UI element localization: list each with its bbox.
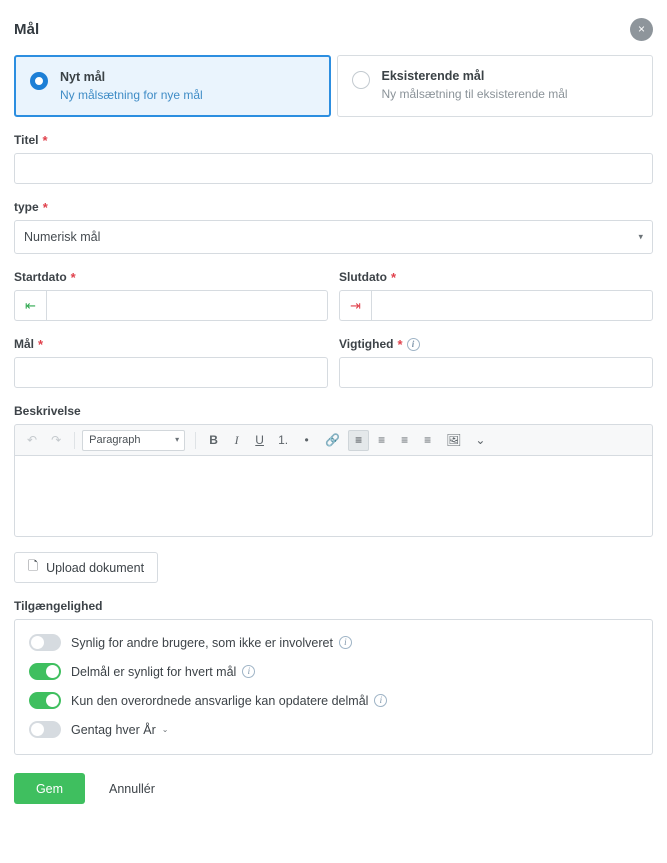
radio-icon-new-goal[interactable] [30, 72, 48, 90]
undo-icon[interactable]: ↶ [21, 430, 43, 451]
divider [74, 432, 75, 449]
label-title: Titel [14, 133, 39, 147]
align-right-icon[interactable]: ≡ [394, 430, 415, 451]
modal-footer [14, 773, 653, 804]
radio-label-new-goal: Nyt mål [60, 70, 106, 84]
label-type: type [14, 200, 39, 214]
importance-input[interactable] [339, 357, 653, 388]
toggle-repeat[interactable] [29, 721, 61, 738]
toggle-row-repeat [15, 715, 652, 744]
required-marker: * [42, 132, 48, 148]
toggle-label-visible-to-others: Synlig for andre brugere, som ikke er involveret [71, 635, 333, 650]
align-left-icon[interactable]: ≡ [348, 430, 369, 451]
label-importance: Vigtighed [339, 337, 394, 351]
field-description [14, 404, 653, 537]
label-end-date: Slutdato [339, 270, 387, 284]
accessibility-section-label: Tilgængelighed [14, 599, 103, 613]
chevron-down-icon[interactable]: ⌄ [469, 430, 491, 451]
required-marker: * [42, 199, 48, 215]
required-marker: * [397, 336, 403, 352]
cancel-button[interactable]: Annullér [103, 781, 161, 797]
italic-icon[interactable]: I [226, 430, 247, 451]
toggle-label-only-owner-updates: Kun den overordnede ansvarlige kan opdatere delmål [71, 693, 369, 708]
field-importance [339, 337, 653, 388]
image-icon[interactable]: 🖼 [440, 430, 467, 451]
ordered-list-icon[interactable]: 1. [272, 430, 294, 451]
chevron-down-icon[interactable]: ⌄ [161, 725, 169, 734]
arrow-start-icon: ⇤ [14, 290, 46, 321]
field-goal [14, 337, 328, 388]
redo-icon[interactable]: ↷ [45, 430, 67, 451]
close-icon[interactable]: × [630, 18, 653, 41]
goal-input[interactable] [14, 357, 328, 388]
info-icon[interactable]: i [242, 665, 255, 678]
field-type [14, 200, 653, 254]
toggle-label-subgoal-visible: Delmål er synligt for hvert mål [71, 664, 237, 679]
radio-card-existing-goal[interactable] [337, 55, 653, 117]
date-row [14, 270, 653, 321]
radio-icon-existing-goal[interactable] [352, 71, 370, 89]
toggle-row-subgoal-visible [15, 657, 652, 686]
link-icon[interactable]: 🔗 [319, 430, 346, 451]
type-select[interactable] [14, 220, 653, 254]
start-date-input[interactable] [46, 290, 328, 321]
document-icon: 🗋 [28, 559, 39, 573]
toggle-row-visible-to-others [15, 628, 652, 657]
label-description: Beskrivelse [14, 404, 81, 418]
required-marker: * [391, 269, 397, 285]
accessibility-panel [14, 619, 653, 755]
chevron-down-icon: ▾ [175, 434, 180, 444]
underline-icon[interactable]: U [249, 430, 270, 451]
label-goal: Mål [14, 337, 35, 351]
bold-icon[interactable]: B [203, 430, 224, 451]
toggle-row-only-owner-updates [15, 686, 652, 715]
paragraph-style-select[interactable] [82, 430, 185, 451]
save-button[interactable]: Gem [14, 773, 85, 804]
field-title [14, 133, 653, 184]
align-justify-icon[interactable]: ≡ [417, 430, 438, 451]
toggle-label-repeat: Gentag hver År [71, 722, 156, 737]
radio-label-existing-goal: Eksisterende mål [381, 69, 485, 83]
required-marker: * [70, 269, 76, 285]
toggle-only-owner-updates[interactable] [29, 692, 61, 709]
info-icon[interactable]: i [407, 338, 420, 351]
editor-toolbar [14, 424, 653, 455]
align-center-icon[interactable]: ≡ [371, 430, 392, 451]
field-end-date [339, 270, 653, 321]
radio-sublabel-existing-goal: Ny målsætning til eksisterende mål [381, 87, 568, 101]
divider [195, 432, 196, 449]
field-start-date [14, 270, 328, 321]
radio-card-new-goal[interactable] [14, 55, 331, 117]
radio-sublabel-new-goal: Ny målsætning for nye mål [60, 88, 203, 102]
required-marker: * [38, 336, 44, 352]
info-icon[interactable]: i [339, 636, 352, 649]
end-date-input[interactable] [371, 290, 653, 321]
modal-header [0, 0, 667, 44]
upload-document-label: Upload dokument [46, 560, 145, 575]
arrow-end-icon: ⇥ [339, 290, 371, 321]
title-input[interactable] [14, 153, 653, 184]
description-editor[interactable] [14, 455, 653, 537]
goal-type-selector [14, 55, 653, 117]
info-icon[interactable]: i [374, 694, 387, 707]
toggle-visible-to-others[interactable] [29, 634, 61, 651]
chevron-down-icon: ▾ [638, 231, 643, 242]
goal-importance-row [14, 337, 653, 388]
upload-document-button[interactable] [14, 552, 158, 583]
toggle-subgoal-visible[interactable] [29, 663, 61, 680]
bullet-list-icon[interactable]: • [296, 430, 317, 451]
page-title: Mål [14, 20, 40, 38]
label-start-date: Startdato [14, 270, 67, 284]
